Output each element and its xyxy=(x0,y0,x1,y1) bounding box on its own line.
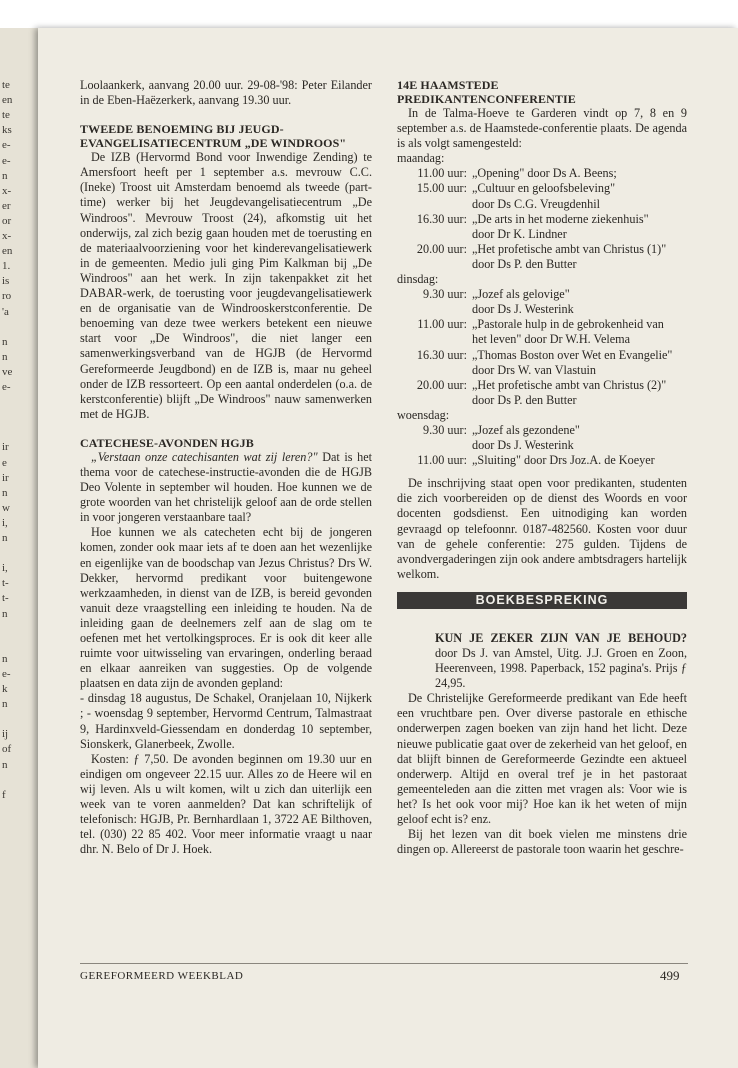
schedule-time xyxy=(397,227,472,242)
schedule-time xyxy=(397,197,472,212)
schedule-description: „Pastorale hulp in de gebrokenheid van xyxy=(472,317,664,332)
schedule-row xyxy=(397,166,687,181)
schedule-time xyxy=(397,438,472,453)
schedule-row xyxy=(397,393,687,408)
margin-fragment: ve xyxy=(2,365,13,378)
schedule-description: door Drs W. van Vlastuin xyxy=(472,362,597,377)
margin-fragment: 1. xyxy=(2,260,11,273)
review-paragraph-2: Bij het lezen van dit boek vielen me minstens drie dingen op. Allereerst de pastorale toon waarin het geschre- xyxy=(397,827,687,857)
schedule-time: 20.00 uur: xyxy=(416,377,467,392)
schedule-day-label: dinsdag: xyxy=(397,272,439,287)
schedule-time: 11.00 uur: xyxy=(417,453,467,468)
left-intro: Loolaankerk, aanvang 20.00 uur. 29-08-'98: Peter Eilander in de Eben-Haëzerkerk, aanvang 19.30 uur. xyxy=(80,78,372,108)
schedule-row xyxy=(397,453,687,468)
schedule-time: 11.00 uur: xyxy=(417,166,467,181)
schedule-description: „Cultuur en geloofsbeleving" xyxy=(472,181,616,196)
schedule-row xyxy=(397,287,687,302)
margin-fragment: f xyxy=(2,788,6,801)
margin-fragment: x- xyxy=(2,184,12,197)
schedule-time: 16.30 uur: xyxy=(416,211,467,226)
schedule-description: door Ds P. den Butter xyxy=(472,256,577,271)
page-number: 499 xyxy=(660,968,680,983)
margin-fragment: t- xyxy=(2,592,9,605)
margin-fragment: ks xyxy=(2,124,12,137)
schedule-row xyxy=(397,242,687,257)
schedule-description: „Het profetische ambt van Christus (1)" xyxy=(472,241,667,256)
margin-fragment: t- xyxy=(2,577,9,590)
margin-fragment: n xyxy=(2,532,8,544)
margin-fragment: n xyxy=(2,486,8,499)
section-bar-boekbespreking: BOEKBESPREKING xyxy=(397,592,687,609)
margin-fragment: ij xyxy=(2,728,9,741)
schedule-row xyxy=(397,348,687,363)
book-title: KUN JE ZEKER ZIJN VAN JE BEHOUD? xyxy=(435,630,687,645)
left-column xyxy=(80,78,372,857)
margin-fragment: of xyxy=(2,743,12,756)
schedule-time xyxy=(397,257,472,272)
schedule-description: door Ds C.G. Vreugdenhil xyxy=(472,196,601,211)
schedule-description: „Thomas Boston over Wet en Evangelie" xyxy=(472,347,673,362)
catechese-paragraph-2: Hoe kunnen we als catecheten echt bij de jongeren komen, zonder ook maar iets af te doen aan het wezenlijke en eigenlijke van de boodschap van Jezus Christus? Drs W. Dekker, hervormd predikant voor buitengewone werkzaamheden, in dienst van de IZB, is bereid gevonden vanuit deze vraagstelling een inleiding te houden. Na de inleiding gaan de deelnemers zelf aan de slag om te oefenen met het vertolkingsproces. Er is ook dit keer alle ruimte voor uitwisseling van ervaringen, onderling beraad en elkaar aanreiken van suggesties. Op de volgende plaatsen en data zijn de avonden gepland: xyxy=(80,525,372,691)
margin-fragment: n xyxy=(2,652,8,665)
schedule-description: „Jozef als gelovige" xyxy=(472,287,570,302)
schedule-description: „Sluiting" door Drs Joz.A. de Koeyer xyxy=(472,453,655,468)
schedule-row xyxy=(397,363,687,378)
margin-fragment: n xyxy=(2,758,8,771)
schedule-time: 16.30 uur: xyxy=(416,347,467,362)
schedule-row xyxy=(397,227,687,242)
schedule-row xyxy=(397,332,687,347)
schedule-time xyxy=(397,393,472,408)
margin-fragment: k xyxy=(2,683,8,695)
margin-fragment: er xyxy=(2,199,11,212)
schedule-description: door Dr K. Lindner xyxy=(472,226,567,241)
schedule-day-label: woensdag: xyxy=(397,407,450,422)
margin-fragment: i, xyxy=(2,516,8,529)
section-heading-windroos-1: TWEEDE BENOEMING BIJ JEUGD- xyxy=(80,122,284,137)
schedule-row xyxy=(397,378,687,393)
schedule-description: „Jozef als gezondene" xyxy=(472,422,580,437)
margin-fragment: n xyxy=(2,169,8,182)
book-header xyxy=(397,631,687,691)
previous-page-edge xyxy=(0,28,38,1068)
margin-fragment: w xyxy=(2,501,10,514)
margin-fragment: n xyxy=(2,698,8,711)
catechese-paragraph-1 xyxy=(80,450,372,525)
schedule-description: „Opening" door Ds A. Beens; xyxy=(472,166,617,181)
conference-schedule xyxy=(397,151,687,468)
margin-fragment: ir xyxy=(2,471,9,484)
margin-fragment: en xyxy=(2,245,13,258)
catechese-costs: Kosten: ƒ 7,50. De avonden beginnen om 19.30 uur en eindigen om ongeveer 22.15 uur. Alles zo de Heere wil en wij leven. Als u wilt komen, wilt u zich dan uiterlijk een week van te voren aanmelden? Dat kan schriftelijk of telefonisch: HGJB, Pr. Bernhardlaan 1, 3722 AE Bilthoven, tel. (030) 22 85 402. Voor meer informatie vraagt u naar dhr. N. Belo of Dr J. Hoek. xyxy=(80,751,372,857)
windroos-article-body: De IZB (Hervormd Bond voor Inwendige Zending) te Amersfoort heeft per 1 september a.s. mevrouw C.C. (Ineke) Troost uit Amsterdam benoemd als tweede (part-time) werker bij het Jeugdevangelisatiecentrum „De Windroos". Mevrouw Troost (24), afkomstig uit het onderwijs, zal zich bezig gaan houden met de toerusting en de materiaalvoorziening voor het kinderevangelisatiewerk in de gemeenten. Medio juli ging Pim Kalkman bij „De Windroos" aan het werk. In zijn takenpakket zit het DABAR-werk, de toerusting voor jeugdevangelisatiewerk en de organisatie van de Windrooskerstconferentie. De benoeming van deze twee werkers betekent een nieuwe start voor „De Windroos", die niet langer een samenwerkingsverband van de HGJB (de Hervormd Gereformeerde Jeugdbond) en de IZB is, maar nu geheel onder de IZB ressorteert. Op een aantal onderdelen (o.a. de kerstconferentie) blijft „De Windroos" nauw samenwerken met de HGJB. xyxy=(80,150,372,421)
section-heading-haamstede-1: 14E HAAMSTEDE xyxy=(397,78,499,92)
schedule-day-label: maandag: xyxy=(397,151,445,166)
schedule-time: 11.00 uur: xyxy=(417,317,467,332)
margin-fragment: e- xyxy=(2,154,11,167)
margin-fragment: or xyxy=(2,214,12,227)
schedule-row xyxy=(397,257,687,272)
schedule-description: „Het profetische ambt van Christus (2)" xyxy=(472,377,667,392)
schedule-description: door Ds J. Westerink xyxy=(472,438,574,453)
margin-fragment: e xyxy=(2,456,7,469)
margin-fragment: n xyxy=(2,335,8,348)
schedule-time xyxy=(397,332,472,347)
schedule-description: door Ds J. Westerink xyxy=(472,302,574,317)
schedule-row xyxy=(397,317,687,332)
margin-fragment: 'a xyxy=(2,305,9,318)
margin-fragment: e- xyxy=(2,667,11,680)
schedule-row xyxy=(397,302,687,317)
schedule-description: het leven" door Dr W.H. Velema xyxy=(472,332,631,347)
footer-publication: GEREFORMEERD WEEKBLAD xyxy=(80,970,244,982)
book-meta: door Ds J. van Amstel, Uitg. J.J. Groen en Zoon, Heerenveen, 1998. Paperback, 152 pagina's. Prijs ƒ 24,95. xyxy=(435,646,687,691)
margin-fragment: n xyxy=(2,350,8,363)
margin-fragment: e- xyxy=(2,139,11,152)
footer-rule xyxy=(80,963,688,964)
schedule-row xyxy=(397,197,687,212)
margin-fragment: e- xyxy=(2,381,11,393)
catechese-dates: - dinsdag 18 augustus, De Schakel, Oranjelaan 10, Nijkerk ; - woensdag 9 september, Hervormd Centrum, Talmastraat 9, Hardinxveld-Giessendam en donderdag 10 september, Sionskerk, Glanerbeek, Zwolle. xyxy=(80,691,372,751)
schedule-description: „De arts in het moderne ziekenhuis" xyxy=(472,211,649,226)
catechese-theme-quote: „Verstaan onze catechisanten wat zij leren?" xyxy=(91,449,318,464)
schedule-row xyxy=(397,212,687,227)
section-heading-haamstede-2: PREDIKANTENCONFERENTIE xyxy=(397,92,576,106)
schedule-time: 9.30 uur: xyxy=(422,287,467,302)
schedule-time xyxy=(397,302,472,317)
schedule-time xyxy=(397,363,472,378)
conference-outro: De inschrijving staat open voor predikanten, studenten die zich voorbereiden op de dienst des Woords en voor docenten godsdienst. Een uitnodiging kan worden gevraagd op telefoonnr. 0187-482560. Kosten voor duur van de gehele conferentie: 275 gulden. Tijdens de avondvergaderingen zijn ook andere ambtsdragers hartelijk welkom. xyxy=(397,476,687,581)
schedule-time: 20.00 uur: xyxy=(416,241,467,256)
margin-fragment: te xyxy=(2,79,10,91)
schedule-time: 15.00 uur: xyxy=(416,181,467,196)
schedule-time: 9.30 uur: xyxy=(422,422,467,437)
margin-fragment: ro xyxy=(2,290,12,303)
catechese-paragraph-1-text: Dat is het thema voor de catechese-instructie-avonden die de HGJB Deo Volente in september wil houden. Hoe kunnen we de grote woorden van het christelijk geloof aan de orde stellen in voor jongeren verstaanbare taal? xyxy=(80,449,372,525)
schedule-row xyxy=(397,423,687,438)
margin-fragment: x- xyxy=(2,230,12,242)
section-heading-catechese: CATECHESE-AVONDEN HGJB xyxy=(80,435,254,450)
right-column xyxy=(397,78,687,857)
conference-intro: In de Talma-Hoeve te Garderen vindt op 7, 8 en 9 september a.s. de Haamstede-conferentie plaats. De agenda is als volgt samengesteld: xyxy=(397,106,687,151)
schedule-row xyxy=(397,181,687,196)
margin-fragment: ir xyxy=(2,441,9,454)
section-heading-windroos-2: EVANGELISATIECENTRUM „DE WINDROOS" xyxy=(80,136,347,151)
margin-fragment: is xyxy=(2,275,10,288)
review-paragraph-1: De Christelijke Gereformeerde predikant van Ede heeft een vruchtbare pen. Over diverse pastorale en ethische onderwerpen zagen boeken van zijn hand het licht. Deze nieuwe publicatie gaat over de zekerheid van het geloof, en dat blijft binnen de Gereformeerde Gezindte een aktueel onderwerp. Altijd en overal tref je in het pastoraat gemeenteleden aan die zitten met vragen als: Voor wie is het? Is het ook voor mij? Hoe kan ik het weten of mijn geloof echt is? enz. xyxy=(397,691,687,827)
margin-fragment: en xyxy=(2,94,13,107)
margin-fragment: i, xyxy=(2,562,8,575)
schedule-description: door Ds P. den Butter xyxy=(472,392,577,407)
schedule-row xyxy=(397,438,687,453)
margin-fragment: te xyxy=(2,109,10,122)
margin-fragment: n xyxy=(2,607,8,620)
